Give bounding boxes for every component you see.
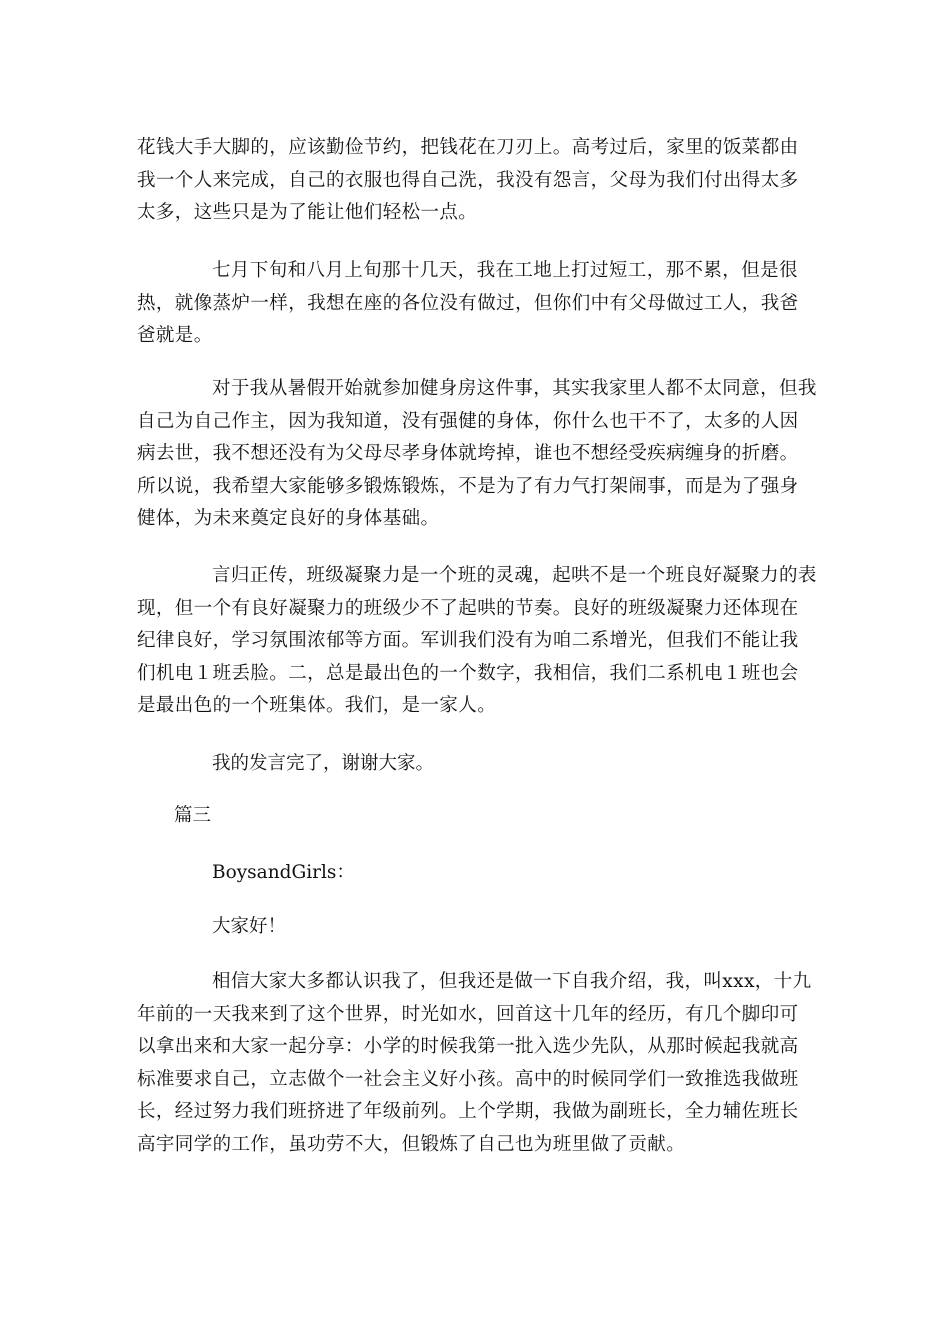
greeting-english: BoysandGirls： xyxy=(212,862,355,883)
closing-line: 我的发言完了，谢谢大家。 xyxy=(212,753,435,774)
section-heading: 篇三 xyxy=(174,805,212,826)
paragraph-2: 七月下旬和八月上旬那十几天，我在工地上打过短工，那不累，但是很热，就像蒸炉一样，我想在座的各位没有做过，但你们中有父母做过工人，我爸爸就是。 xyxy=(137,260,799,346)
paragraph-4: 言归正传，班级凝聚力是一个班的灵魂，起哄不是一个班良好凝聚力的表现，但一个有良好凝聚力的班级少不了起哄的节奏。良好的班级凝聚力还体现在纪律良好，学习氛围浓郁等方面。军训我们没有为咱二系增光，但我们不能让我们机电１班丢脸。二，总是最出色的一个数字，我相信，我们二系机电１班也会是最出色的一个班集体。我们，是一家人。 xyxy=(137,565,817,716)
paragraph-3: 对于我从暑假开始就参加健身房这件事，其实我家里人都不太同意，但我自己为自己作主，因为我知道，没有强健的身体，你什么也干不了，太多的人因病去世，我不想还没有为父母尽孝身体就垮掉，谁也不想经受疾病缠身的折磨。所以说，我希望大家能够多锻炼锻炼，不是为了有力气打架闹事，而是为了强身健体，为未来奠定良好的身体基础。 xyxy=(137,378,817,529)
greeting: 大家好！ xyxy=(212,916,287,937)
paragraph-1: 花钱大手大脚的，应该勤俭节约，把钱花在刀刃上。高考过后，家里的饭菜都由我一个人来完成，自己的衣服也得自己洗，我没有怨言，父母为我们付出得太多太多，这些只是为了能让他们轻松一点。 xyxy=(137,137,799,223)
paragraph-5: 相信大家大多都认识我了，但我还是做一下自我介绍，我，叫xxx，十九年前的一天我来到了这个世界，时光如水，回首这十几年的经历，有几个脚印可以拿出来和大家一起分享：小学的时候我第一批入选少先队，从那时候起我就高标准要求自己，立志做个一社会主义好小孩。高中的时候同学们一致推选我做班长，经过努力我们班挤进了年级前列。上个学期，我做为副班长，全力辅佐班长高宇同学的工作，虽功劳不大，但锻炼了自己也为班里做了贡献。 xyxy=(137,971,812,1155)
